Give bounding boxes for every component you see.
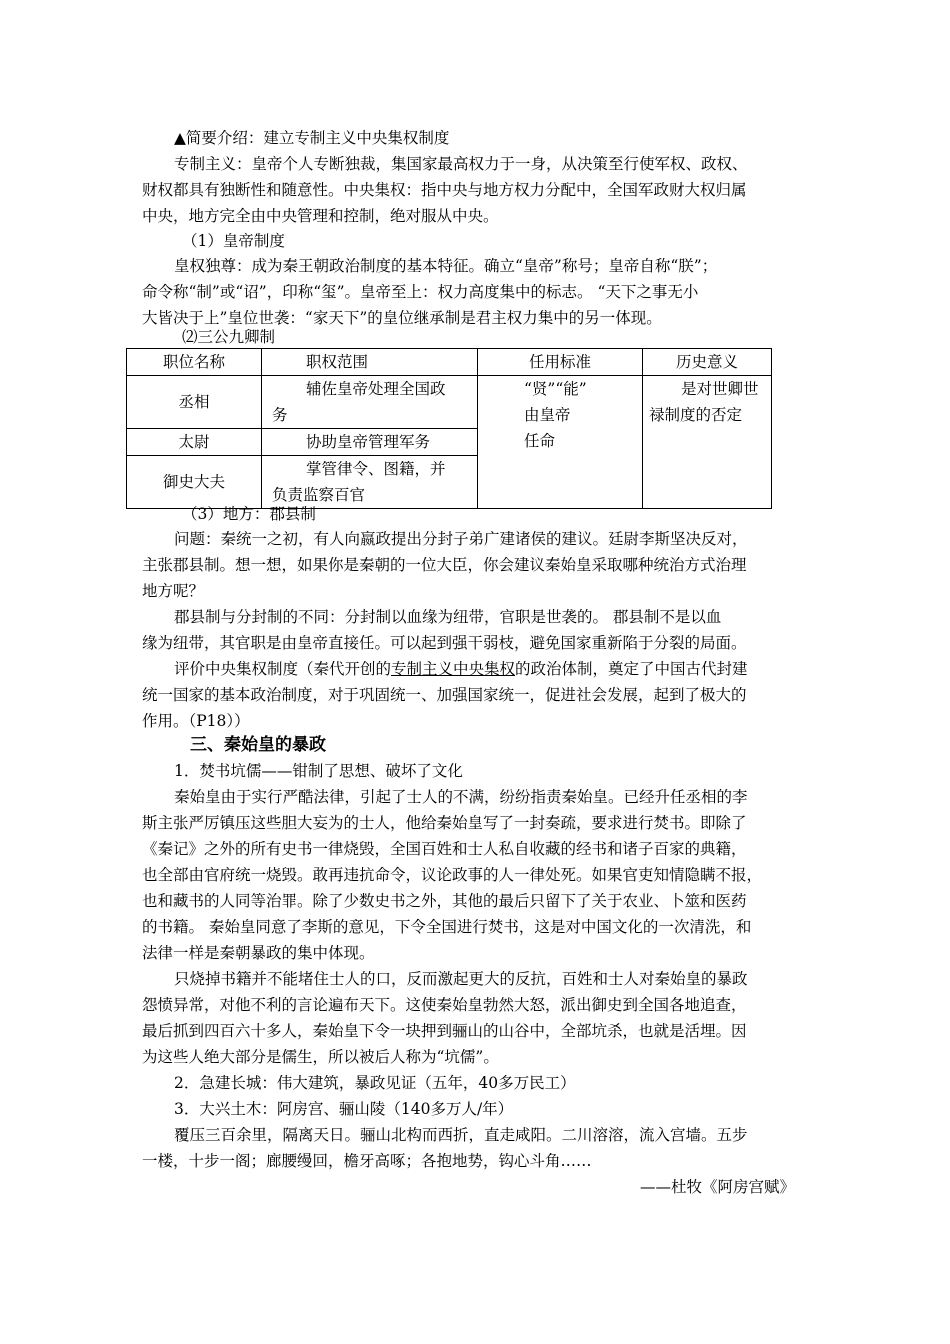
table-cell-meaning — [643, 376, 772, 509]
emperor-paragraph-line: 大皆决于上”皇位世袭：“家天下”的皇位继承制是君主权力集中的另一体现。 — [142, 309, 662, 327]
item1-paragraph2-line: 只烧掉书籍并不能堵住士人的口，反而激起更大的反抗，百姓和士人对秦始皇的暴政 — [174, 970, 748, 988]
table-cell-scope: 协助皇帝管理军务 — [262, 429, 478, 456]
item1-paragraph-line: 的书籍。 秦始皇同意了李斯的意见，下令全国进行焚书，这是对中国文化的一次清洗，和 — [142, 918, 752, 936]
standard-line: 由皇帝 — [524, 406, 571, 424]
intro-paragraph-line: 中央，地方完全由中央管理和控制，绝对服从中央。 — [142, 207, 499, 225]
intro-heading: ▲简要介绍：建立专制主义中央集权制度 — [174, 129, 450, 147]
question-line: 问题：秦统一之初，有人向嬴政提出分封子弟广建诸侯的建议。廷尉李斯坚决反对， — [174, 530, 748, 548]
standard-line: “贤”“能” — [524, 380, 587, 398]
item1-paragraph-line: 斯主张严厉镇压这些胆大妄为的士人，他给秦始皇写了一封奏疏，要求进行焚书。即除了 — [142, 814, 747, 832]
item1-paragraph2-line: 为这些人绝大部分是儒生，所以被后人称为“坑儒”。 — [142, 1048, 499, 1066]
part3-heading: 三、秦始皇的暴政 — [190, 735, 326, 755]
item1-paragraph-line: 也和藏书的人同等治罪。除了少数史书之外，其他的最后只留下了关于农业、卜筮和医药 — [142, 892, 747, 910]
difference-line: 缘为纽带，其官职是由皇帝直接任。可以起到强干弱枝，避免国家重新陷于分裂的局面。 — [142, 634, 747, 652]
meaning-line: 禄制度的否定 — [649, 406, 743, 424]
item1-paragraph-line: 《秦记》之外的所有史书一律烧毁，全国百姓和士人私自收藏的经书和诸子百家的典籍， — [142, 840, 747, 858]
item1-title: 1．焚书坑儒——钳制了思想、破坏了文化 — [174, 762, 463, 780]
intro-paragraph-line: 专制主义：皇帝个人专断独裁，集国家最高权力于一身，从决策至行使军权、政权、 — [174, 155, 748, 173]
evaluation-line: 统一国家的基本政治制度，对于巩固统一、加强国家统一，促进社会发展，起到了极大的 — [142, 686, 747, 704]
three-lords-table — [126, 348, 772, 509]
intro-paragraph-line: 财权都具有独断性和随意性。中央集权：指中央与地方权力分配中，全国军政财大权归属 — [142, 181, 747, 199]
evaluation-text: 评价中央集权制度（秦代开创的 — [174, 660, 392, 678]
difference-line: 郡县制与分封制的不同：分封制以血缘为纽带，官职是世袭的。 郡县制不是以血 — [174, 608, 722, 626]
quote-line: 一楼，十步一阁；廊腰缦回，檐牙高啄；各抱地势，钩心斗角…… — [142, 1152, 592, 1170]
section-title-prefecture: （3）地方：郡县制 — [182, 505, 316, 523]
table-cell-scope — [262, 376, 478, 429]
evaluation-text: 的政治体制，奠定了中国古代封建 — [515, 660, 748, 678]
item3-line: 3．大兴土木：阿房宫、骊山陵（140多万人/年） — [174, 1100, 514, 1118]
evaluation-line — [174, 656, 950, 682]
item1-paragraph-line: 法律一样是秦朝暴政的集中体现。 — [142, 944, 375, 962]
evaluation-underlined: 专制主义中央集权 — [391, 660, 516, 678]
question-line: 主张郡县制。想一想，如果你是秦朝的一位大臣，你会建议秦始皇采取哪种统治方式治理 — [142, 556, 747, 574]
item1-paragraph2-line: 最后抓到四百六十多人，秦始皇下令一块押到骊山的山谷中，全部坑杀，也就是活埋。因 — [142, 1022, 747, 1040]
quote-source: ——杜牧《阿房宫赋》 — [640, 1178, 796, 1196]
item1-paragraph2-line: 怨愤异常，对他不利的言论遍布天下。这使秦始皇勃然大怒，派出御史到全国各地追查， — [142, 996, 747, 1014]
table-cell-position: 御史大夫 — [127, 456, 262, 509]
quote-line: 覆压三百余里，隔离天日。骊山北构而西折，直走咸阳。二川溶溶，流入宫墙。五步 — [174, 1126, 748, 1144]
table-cell-standard — [478, 376, 643, 509]
table-cell-position: 丞相 — [127, 376, 262, 429]
emperor-paragraph-line: 皇权独尊：成为秦王朝政治制度的基本特征。确立“皇帝”称号；皇帝自称“朕”； — [174, 257, 718, 275]
scope-line: 务 — [272, 406, 288, 424]
item1-paragraph-line: 秦始皇由于实行严酷法律，引起了士人的不满，纷纷指责秦始皇。已经升任丞相的李 — [174, 788, 748, 806]
scope-line: 辅佐皇帝处理全国政 — [306, 380, 446, 398]
table-header: 任用标准 — [478, 349, 643, 376]
standard-line: 任命 — [524, 432, 556, 450]
section-title-emperor: （1）皇帝制度 — [182, 232, 285, 250]
emperor-paragraph-line: 命令称“制”或“诏”，印称“玺”。皇帝至上：权力高度集中的标志。 “天下之事无小 — [142, 283, 699, 301]
table-cell-position: 太尉 — [127, 429, 262, 456]
table-header: 职权范围 — [262, 349, 478, 376]
scope-line: 负责监察百官 — [272, 486, 366, 504]
evaluation-line: 作用。（P18）） — [142, 712, 250, 730]
scope-line: 掌管律令、图籍，并 — [306, 460, 446, 478]
section-title-three-lords: ⑵三公九卿制 — [182, 328, 276, 346]
item2-line: 2．急建长城：伟大建筑，暴政见证（五年，40多万民工） — [174, 1074, 576, 1092]
table-header: 历史意义 — [643, 349, 772, 376]
item1-paragraph-line: 也全部由官府统一烧毁。敢再违抗命令，议论政事的人一律处死。如果官吏知情隐瞒不报， — [142, 866, 763, 884]
question-line: 地方呢？ — [142, 582, 205, 600]
table-header: 职位名称 — [127, 349, 262, 376]
meaning-line: 是对世卿世 — [681, 380, 759, 398]
